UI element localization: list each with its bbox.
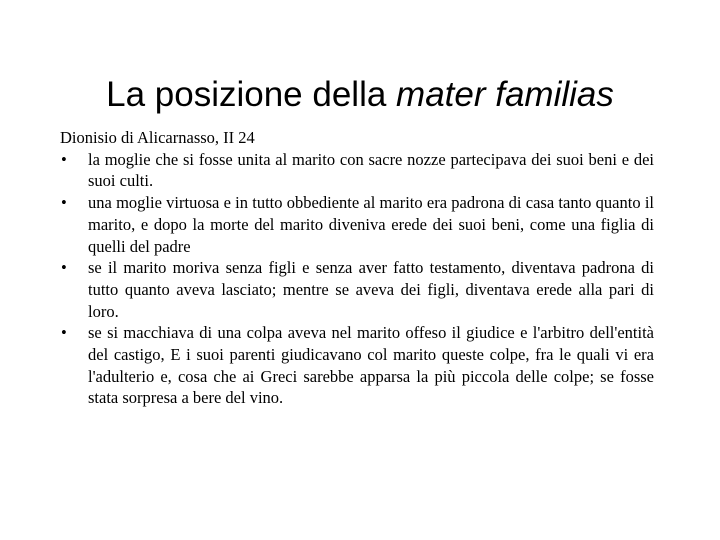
list-item-text: se si macchiava di una colpa aveva nel marito offeso il giudice e l'arbitro dell'entità del castigo, E i suoi parenti giudicavano col marito queste colpe, fra le quali vi era l'adulterio e, cosa che ai Greci sarebbe apparsa la più piccola delle colpe; se fosse stata sorpresa a bere del vino. [88, 323, 654, 408]
list-item-text: se il marito moriva senza figli e senza aver fatto testamento, diventava padrona di tutto quanto aveva lasciato; mentre se aveva dei figli, diventava erede alla pari di loro. [88, 258, 654, 321]
slide-title-italic: mater familias [396, 75, 614, 114]
list-item [60, 257, 654, 322]
slide-title [40, 72, 680, 118]
bullet-icon: • [61, 323, 67, 343]
list-item [60, 192, 654, 257]
bullet-list [60, 149, 654, 409]
bullet-icon: • [61, 193, 67, 213]
slide-body [60, 127, 654, 409]
list-item [60, 149, 654, 192]
source-citation: Dionisio di Alicarnasso, II 24 [60, 128, 255, 147]
list-item-text: una moglie virtuosa e in tutto obbediente al marito era padrona di casa tanto quanto il marito, e dopo la morte del marito diveniva erede dei suoi beni, come una figlia di quelli del padre [88, 193, 654, 256]
bullet-icon: • [61, 149, 67, 169]
bullet-icon: • [61, 258, 67, 278]
slide-title-main: La posizione della [106, 75, 397, 114]
list-item-text: la moglie che si fosse unita al marito con sacre nozze partecipava dei suoi beni e dei suoi culti. [88, 149, 654, 191]
list-item [60, 322, 654, 409]
